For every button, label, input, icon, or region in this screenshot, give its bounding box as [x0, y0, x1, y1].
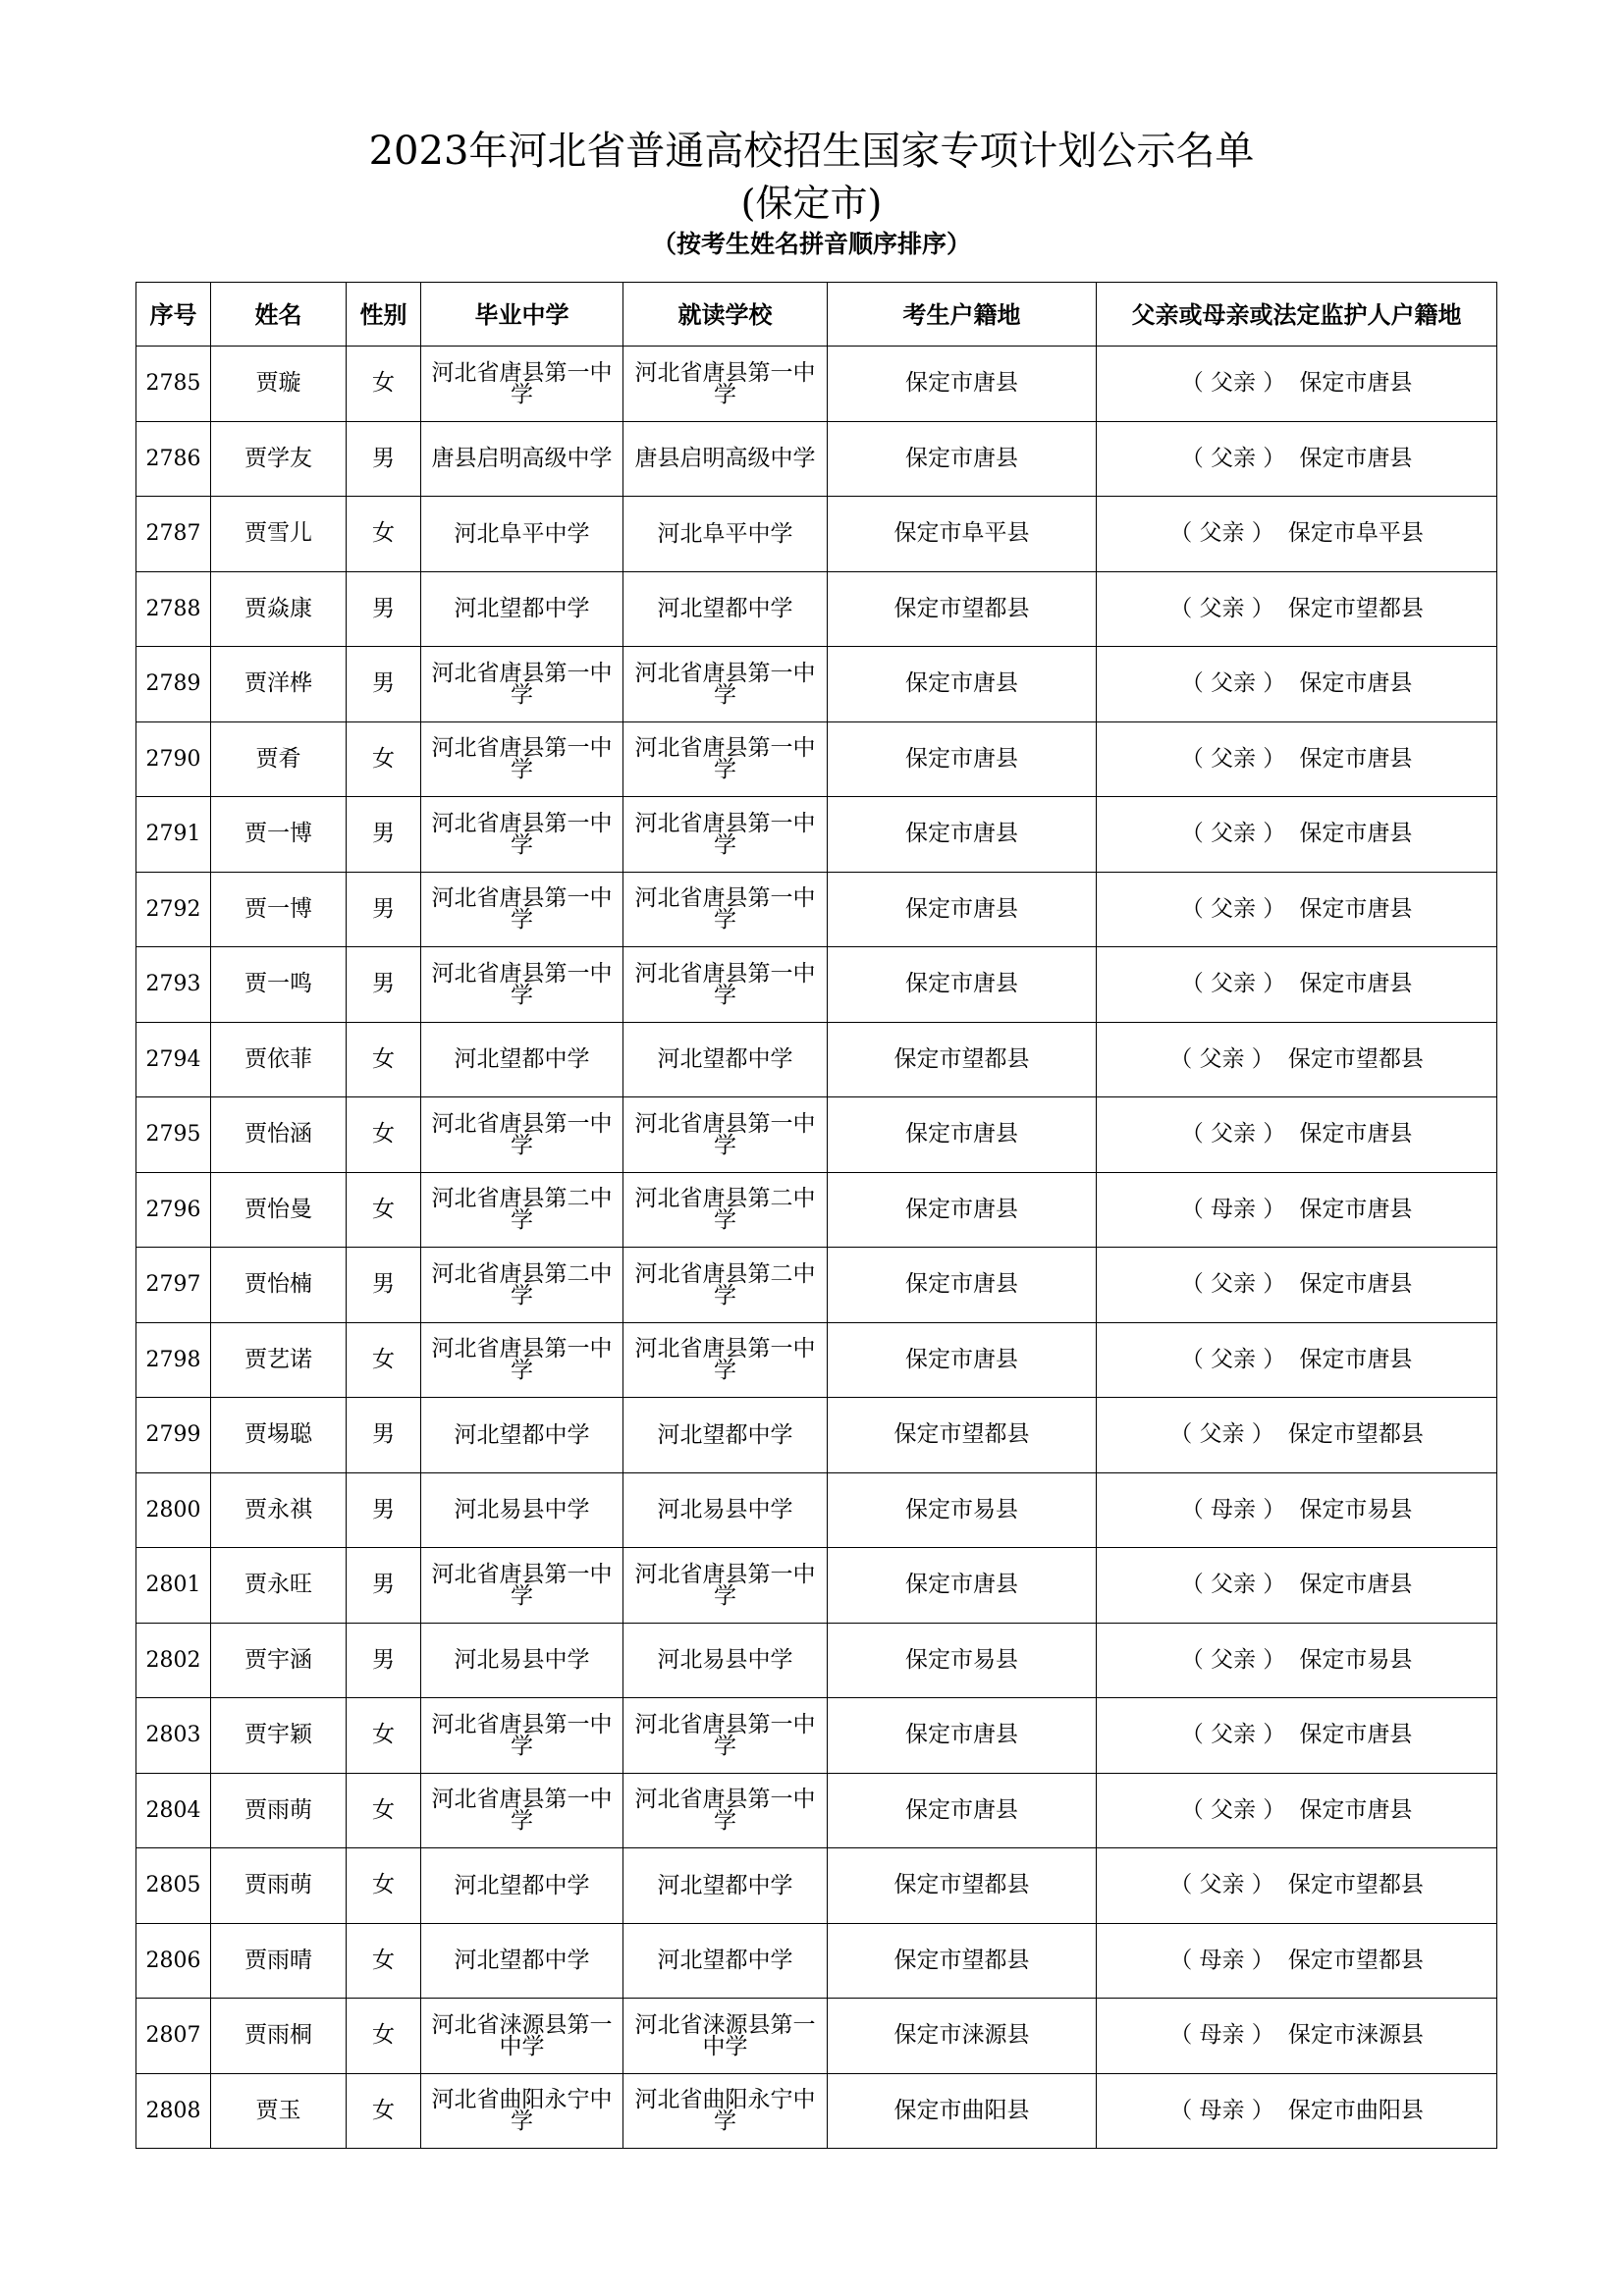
- guardian-relation: （ 父亲 ）: [1180, 1796, 1286, 1823]
- cell-seq: 2790: [136, 721, 211, 797]
- cell-hukou: 保定市望都县: [828, 1022, 1097, 1097]
- cell-guardian: [1097, 1322, 1497, 1398]
- guardian-relation: （ 父亲 ）: [1180, 821, 1286, 847]
- cell-seq: 2788: [136, 571, 211, 647]
- cell-seq: 2806: [136, 1923, 211, 1999]
- guardian-place: 保定市唐县: [1299, 1271, 1413, 1298]
- guardian-place: 保定市望都县: [1287, 595, 1424, 621]
- guardian-relation: （ 父亲 ）: [1180, 971, 1286, 997]
- cell-name: 贾焱康: [211, 571, 347, 647]
- cell-current-school: 河北易县中学: [623, 1472, 828, 1548]
- cell-name: 贾玉: [211, 2073, 347, 2149]
- cell-name: 贾怡涵: [211, 1097, 347, 1173]
- sort-note: （按考生姓名拼音顺序排序）: [651, 230, 971, 258]
- cell-current-school: 河北省唐县第一中学: [623, 1698, 828, 1774]
- table-row: [136, 1623, 1497, 1698]
- guardian-relation: （ 父亲 ）: [1169, 595, 1274, 621]
- cell-seq: 2791: [136, 797, 211, 873]
- table-row: [136, 1172, 1497, 1248]
- cell-guardian: [1097, 1623, 1497, 1698]
- cell-seq: 2792: [136, 872, 211, 947]
- cell-hukou: 保定市唐县: [828, 1172, 1097, 1248]
- guardian-relation: （ 母亲 ）: [1169, 2022, 1274, 2049]
- cell-hukou: 保定市曲阳县: [828, 2073, 1097, 2149]
- header-hukou: 考生户籍地: [828, 283, 1097, 347]
- cell-name: 贾一鸣: [211, 947, 347, 1023]
- cell-gender: 女: [347, 1923, 421, 1999]
- guardian-relation: （ 父亲 ）: [1180, 670, 1286, 697]
- cell-name: 贾宇涵: [211, 1623, 347, 1698]
- table-row: [136, 1548, 1497, 1624]
- header-guardian: 父亲或母亲或法定监护人户籍地: [1097, 283, 1497, 347]
- table-header-row: [136, 283, 1497, 347]
- cell-grad-school: 河北望都中学: [421, 1923, 623, 1999]
- cell-grad-school: 河北望都中学: [421, 1848, 623, 1924]
- cell-gender: 男: [347, 421, 421, 497]
- cell-name: 贾雨桐: [211, 1999, 347, 2074]
- table-row: [136, 1248, 1497, 1323]
- cell-hukou: 保定市唐县: [828, 1097, 1097, 1173]
- table-row: [136, 421, 1497, 497]
- cell-guardian: [1097, 2073, 1497, 2149]
- cell-grad-school: 河北省唐县第一中学: [421, 1548, 623, 1624]
- cell-grad-school: 河北省唐县第二中学: [421, 1248, 623, 1323]
- cell-current-school: 河北阜平中学: [623, 497, 828, 572]
- guardian-relation: （ 母亲 ）: [1169, 1947, 1274, 1973]
- cell-seq: 2802: [136, 1623, 211, 1698]
- cell-seq: 2798: [136, 1322, 211, 1398]
- table-row: [136, 947, 1497, 1023]
- cell-gender: 女: [347, 347, 421, 422]
- cell-name: 贾肴: [211, 721, 347, 797]
- cell-current-school: 河北省唐县第二中学: [623, 1248, 828, 1323]
- cell-name: 贾学友: [211, 421, 347, 497]
- table-row: [136, 347, 1497, 422]
- cell-hukou: 保定市唐县: [828, 1698, 1097, 1774]
- cell-seq: 2789: [136, 647, 211, 722]
- cell-seq: 2797: [136, 1248, 211, 1323]
- cell-name: 贾一博: [211, 797, 347, 873]
- cell-hukou: 保定市唐县: [828, 421, 1097, 497]
- cell-gender: 男: [347, 1623, 421, 1698]
- cell-name: 贾雨萌: [211, 1773, 347, 1848]
- cell-grad-school: 河北省唐县第一中学: [421, 797, 623, 873]
- cell-hukou: 保定市涞源县: [828, 1999, 1097, 2074]
- cell-grad-school: 河北望都中学: [421, 571, 623, 647]
- cell-grad-school: 河北省唐县第一中学: [421, 1698, 623, 1774]
- cell-gender: 男: [347, 1472, 421, 1548]
- cell-hukou: 保定市唐县: [828, 347, 1097, 422]
- header-gender: 性别: [347, 283, 421, 347]
- guardian-place: 保定市唐县: [1299, 670, 1413, 697]
- cell-seq: 2801: [136, 1548, 211, 1624]
- cell-grad-school: 河北省唐县第一中学: [421, 721, 623, 797]
- guardian-relation: （ 父亲 ）: [1180, 1646, 1286, 1673]
- header-current-school: 就读学校: [623, 283, 828, 347]
- cell-seq: 2808: [136, 2073, 211, 2149]
- table-row: [136, 497, 1497, 572]
- cell-grad-school: 河北省唐县第一中学: [421, 1773, 623, 1848]
- cell-guardian: [1097, 1172, 1497, 1248]
- cell-guardian: [1097, 1472, 1497, 1548]
- cell-current-school: 河北省唐县第一中学: [623, 1097, 828, 1173]
- guardian-place: 保定市唐县: [1299, 1572, 1413, 1598]
- cell-name: 贾依菲: [211, 1022, 347, 1097]
- cell-guardian: [1097, 1097, 1497, 1173]
- cell-hukou: 保定市阜平县: [828, 497, 1097, 572]
- cell-name: 贾永祺: [211, 1472, 347, 1548]
- cell-guardian: [1097, 571, 1497, 647]
- guardian-place: 保定市易县: [1299, 1496, 1413, 1522]
- cell-current-school: 河北望都中学: [623, 1848, 828, 1924]
- cell-seq: 2785: [136, 347, 211, 422]
- cell-current-school: 唐县启明高级中学: [623, 421, 828, 497]
- table-row: [136, 721, 1497, 797]
- cell-current-school: 河北省唐县第一中学: [623, 1548, 828, 1624]
- cell-grad-school: 河北望都中学: [421, 1022, 623, 1097]
- table-row: [136, 1999, 1497, 2074]
- cell-guardian: [1097, 1248, 1497, 1323]
- cell-current-school: 河北省唐县第二中学: [623, 1172, 828, 1248]
- guardian-relation: （ 父亲 ）: [1180, 1722, 1286, 1748]
- cell-gender: 女: [347, 1322, 421, 1398]
- cell-guardian: [1097, 647, 1497, 722]
- cell-seq: 2795: [136, 1097, 211, 1173]
- cell-hukou: 保定市唐县: [828, 1773, 1097, 1848]
- cell-seq: 2799: [136, 1398, 211, 1473]
- cell-grad-school: 河北省唐县第一中学: [421, 1322, 623, 1398]
- guardian-place: 保定市唐县: [1299, 821, 1413, 847]
- cell-hukou: 保定市唐县: [828, 797, 1097, 873]
- cell-gender: 女: [347, 1773, 421, 1848]
- cell-name: 贾怡曼: [211, 1172, 347, 1248]
- cell-name: 贾雨萌: [211, 1848, 347, 1924]
- cell-current-school: 河北望都中学: [623, 1398, 828, 1473]
- guardian-place: 保定市唐县: [1299, 1796, 1413, 1823]
- cell-guardian: [1097, 1848, 1497, 1924]
- table-row: [136, 1022, 1497, 1097]
- guardian-place: 保定市望都县: [1287, 1421, 1424, 1448]
- guardian-relation: （ 父亲 ）: [1180, 745, 1286, 772]
- cell-name: 贾雨晴: [211, 1923, 347, 1999]
- guardian-place: 保定市唐县: [1299, 370, 1413, 397]
- cell-seq: 2787: [136, 497, 211, 572]
- cell-gender: 女: [347, 1848, 421, 1924]
- cell-grad-school: 河北省涞源县第一中学: [421, 1999, 623, 2074]
- guardian-place: 保定市易县: [1299, 1646, 1413, 1673]
- cell-guardian: [1097, 1773, 1497, 1848]
- cell-gender: 女: [347, 2073, 421, 2149]
- cell-current-school: 河北望都中学: [623, 1022, 828, 1097]
- guardian-place: 保定市唐县: [1299, 1121, 1413, 1148]
- cell-gender: 男: [347, 647, 421, 722]
- cell-guardian: [1097, 947, 1497, 1023]
- cell-current-school: 河北省曲阳永宁中学: [623, 2073, 828, 2149]
- cell-gender: 男: [347, 797, 421, 873]
- guardian-place: 保定市阜平县: [1287, 520, 1424, 547]
- cell-current-school: 河北省唐县第一中学: [623, 797, 828, 873]
- cell-name: 贾洋桦: [211, 647, 347, 722]
- cell-current-school: 河北省唐县第一中学: [623, 947, 828, 1023]
- cell-gender: 女: [347, 497, 421, 572]
- cell-guardian: [1097, 347, 1497, 422]
- cell-seq: 2804: [136, 1773, 211, 1848]
- cell-guardian: [1097, 1398, 1497, 1473]
- table-row: [136, 797, 1497, 873]
- cell-current-school: 河北省唐县第一中学: [623, 721, 828, 797]
- cell-gender: 男: [347, 1248, 421, 1323]
- guardian-relation: （ 母亲 ）: [1169, 2097, 1274, 2123]
- cell-current-school: 河北易县中学: [623, 1623, 828, 1698]
- guardian-place: 保定市望都县: [1287, 1872, 1424, 1898]
- cell-hukou: 保定市唐县: [828, 1548, 1097, 1624]
- guardian-relation: （ 父亲 ）: [1180, 1271, 1286, 1298]
- page-title: 2023年河北省普通高校招生国家专项计划公示名单: [368, 129, 1255, 174]
- cell-grad-school: 河北省唐县第一中学: [421, 947, 623, 1023]
- cell-grad-school: 河北阜平中学: [421, 497, 623, 572]
- cell-grad-school: 河北易县中学: [421, 1623, 623, 1698]
- table-row: [136, 1923, 1497, 1999]
- guardian-place: 保定市唐县: [1299, 445, 1413, 471]
- cell-guardian: [1097, 797, 1497, 873]
- guardian-place: 保定市唐县: [1299, 745, 1413, 772]
- cell-hukou: 保定市唐县: [828, 1322, 1097, 1398]
- cell-gender: 女: [347, 1022, 421, 1097]
- guardian-relation: （ 父亲 ）: [1169, 1872, 1274, 1898]
- cell-seq: 2786: [136, 421, 211, 497]
- cell-name: 贾宇颖: [211, 1698, 347, 1774]
- guardian-relation: （ 父亲 ）: [1180, 1572, 1286, 1598]
- guardian-place: 保定市唐县: [1299, 1346, 1413, 1372]
- cell-name: 贾埸聪: [211, 1398, 347, 1473]
- guardian-relation: （ 父亲 ）: [1169, 520, 1274, 547]
- cell-gender: 男: [347, 1548, 421, 1624]
- cell-grad-school: 河北省曲阳永宁中学: [421, 2073, 623, 2149]
- cell-gender: 女: [347, 721, 421, 797]
- table-row: [136, 1773, 1497, 1848]
- cell-current-school: 河北省唐县第一中学: [623, 347, 828, 422]
- cell-name: 贾雪儿: [211, 497, 347, 572]
- cell-hukou: 保定市唐县: [828, 647, 1097, 722]
- cell-gender: 女: [347, 1097, 421, 1173]
- guardian-relation: （ 母亲 ）: [1180, 1496, 1286, 1522]
- cell-seq: 2796: [136, 1172, 211, 1248]
- cell-grad-school: 河北省唐县第二中学: [421, 1172, 623, 1248]
- cell-current-school: 河北望都中学: [623, 571, 828, 647]
- cell-seq: 2794: [136, 1022, 211, 1097]
- cell-grad-school: 河北省唐县第一中学: [421, 872, 623, 947]
- cell-guardian: [1097, 872, 1497, 947]
- table-row: [136, 2073, 1497, 2149]
- guardian-relation: （ 父亲 ）: [1169, 1421, 1274, 1448]
- guardian-place: 保定市唐县: [1299, 971, 1413, 997]
- guardian-place: 保定市唐县: [1299, 1722, 1413, 1748]
- cell-grad-school: 河北省唐县第一中学: [421, 1097, 623, 1173]
- guardian-relation: （ 父亲 ）: [1180, 1346, 1286, 1372]
- page-subtitle: (保定市): [740, 182, 883, 225]
- cell-gender: 男: [347, 571, 421, 647]
- cell-grad-school: 河北省唐县第一中学: [421, 347, 623, 422]
- cell-name: 贾怡楠: [211, 1248, 347, 1323]
- cell-guardian: [1097, 421, 1497, 497]
- header-seq: 序号: [136, 283, 211, 347]
- cell-hukou: 保定市望都县: [828, 1848, 1097, 1924]
- cell-guardian: [1097, 1022, 1497, 1097]
- cell-seq: 2807: [136, 1999, 211, 2074]
- guardian-place: 保定市曲阳县: [1287, 2097, 1424, 2123]
- guardian-relation: （ 父亲 ）: [1180, 445, 1286, 471]
- guardian-relation: （ 父亲 ）: [1180, 1121, 1286, 1148]
- cell-name: 贾璇: [211, 347, 347, 422]
- cell-guardian: [1097, 1999, 1497, 2074]
- guardian-relation: （ 父亲 ）: [1169, 1045, 1274, 1072]
- cell-grad-school: 河北易县中学: [421, 1472, 623, 1548]
- table-row: [136, 1472, 1497, 1548]
- guardian-place: 保定市涞源县: [1287, 2022, 1424, 2049]
- cell-seq: 2800: [136, 1472, 211, 1548]
- table-row: [136, 647, 1497, 722]
- cell-grad-school: 河北省唐县第一中学: [421, 647, 623, 722]
- cell-hukou: 保定市望都县: [828, 571, 1097, 647]
- cell-seq: 2803: [136, 1698, 211, 1774]
- guardian-place: 保定市唐县: [1299, 1196, 1413, 1222]
- table-row: [136, 1698, 1497, 1774]
- cell-gender: 女: [347, 1999, 421, 2074]
- header-grad-school: 毕业中学: [421, 283, 623, 347]
- table-row: [136, 571, 1497, 647]
- roster-table: [135, 282, 1497, 2149]
- cell-hukou: 保定市望都县: [828, 1398, 1097, 1473]
- cell-gender: 男: [347, 947, 421, 1023]
- cell-hukou: 保定市易县: [828, 1472, 1097, 1548]
- cell-seq: 2793: [136, 947, 211, 1023]
- cell-current-school: 河北省唐县第一中学: [623, 872, 828, 947]
- cell-guardian: [1097, 497, 1497, 572]
- cell-current-school: 河北省涞源县第一中学: [623, 1999, 828, 2074]
- table-row: [136, 1398, 1497, 1473]
- table-row: [136, 1322, 1497, 1398]
- cell-hukou: 保定市唐县: [828, 1248, 1097, 1323]
- cell-gender: 女: [347, 1172, 421, 1248]
- guardian-place: 保定市望都县: [1287, 1045, 1424, 1072]
- cell-grad-school: 唐县启明高级中学: [421, 421, 623, 497]
- guardian-relation: （ 母亲 ）: [1180, 1196, 1286, 1222]
- cell-name: 贾永旺: [211, 1548, 347, 1624]
- cell-hukou: 保定市易县: [828, 1623, 1097, 1698]
- cell-current-school: 河北省唐县第一中学: [623, 1773, 828, 1848]
- cell-guardian: [1097, 1698, 1497, 1774]
- cell-current-school: 河北省唐县第一中学: [623, 1322, 828, 1398]
- table-body: [136, 347, 1497, 2149]
- cell-current-school: 河北望都中学: [623, 1923, 828, 1999]
- cell-gender: 男: [347, 872, 421, 947]
- cell-hukou: 保定市唐县: [828, 721, 1097, 797]
- table-row: [136, 1097, 1497, 1173]
- cell-gender: 女: [347, 1698, 421, 1774]
- cell-current-school: 河北省唐县第一中学: [623, 647, 828, 722]
- guardian-relation: （ 父亲 ）: [1180, 370, 1286, 397]
- cell-seq: 2805: [136, 1848, 211, 1924]
- header-name: 姓名: [211, 283, 347, 347]
- cell-guardian: [1097, 1923, 1497, 1999]
- guardian-place: 保定市唐县: [1299, 895, 1413, 922]
- cell-hukou: 保定市唐县: [828, 872, 1097, 947]
- cell-guardian: [1097, 721, 1497, 797]
- cell-gender: 男: [347, 1398, 421, 1473]
- cell-hukou: 保定市望都县: [828, 1923, 1097, 1999]
- cell-hukou: 保定市唐县: [828, 947, 1097, 1023]
- table-row: [136, 1848, 1497, 1924]
- table-row: [136, 872, 1497, 947]
- cell-name: 贾一博: [211, 872, 347, 947]
- guardian-relation: （ 父亲 ）: [1180, 895, 1286, 922]
- cell-name: 贾艺诺: [211, 1322, 347, 1398]
- cell-grad-school: 河北望都中学: [421, 1398, 623, 1473]
- cell-guardian: [1097, 1548, 1497, 1624]
- guardian-place: 保定市望都县: [1287, 1947, 1424, 1973]
